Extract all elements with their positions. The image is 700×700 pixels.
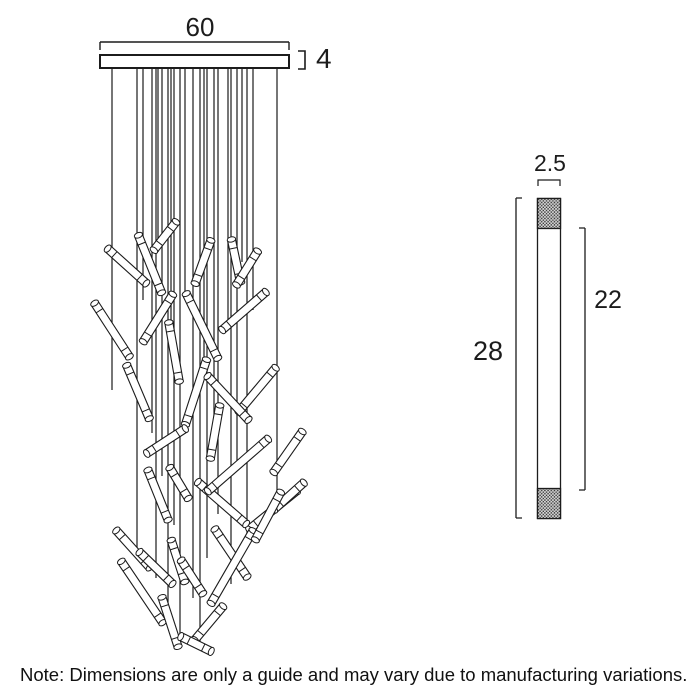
light-tube xyxy=(190,601,228,644)
tube-detail-view xyxy=(473,150,622,519)
canopy-width-label: 60 xyxy=(185,12,215,42)
detail-tube-body xyxy=(538,199,561,519)
ceiling-canopy xyxy=(100,55,289,68)
light-tube xyxy=(206,402,225,462)
light-tube xyxy=(142,423,190,458)
light-tubes xyxy=(90,217,309,656)
canopy-thickness-bracket xyxy=(298,51,305,69)
light-tube xyxy=(165,463,194,503)
rod-glass-label: 22 xyxy=(594,286,622,314)
light-tube xyxy=(190,236,216,287)
light-tube xyxy=(269,427,308,477)
light-tube xyxy=(217,287,270,335)
light-tube xyxy=(250,488,285,544)
rod-glass-dimension-line xyxy=(579,228,585,490)
detail-tube-bottom-cap xyxy=(538,489,561,519)
canopy-thickness-dimension xyxy=(298,43,332,74)
detail-tube-top-cap xyxy=(538,199,561,229)
canopy-width-dimension xyxy=(100,12,289,50)
rod-diameter-bracket xyxy=(538,180,560,186)
rod-overall-dimension-line xyxy=(516,198,522,518)
canopy-width-dimension-line xyxy=(100,42,289,50)
light-tube xyxy=(122,361,155,423)
light-tube xyxy=(206,526,258,608)
rod-diameter-label: 2.5 xyxy=(534,150,566,176)
light-tube xyxy=(181,289,223,362)
rod-overall-label: 28 xyxy=(472,336,504,366)
note-text: Note: Dimensions are only a guide and may vary due to manufacturing variations. xyxy=(20,664,688,685)
light-tube xyxy=(164,319,184,385)
light-tube xyxy=(149,217,181,255)
canopy-thickness-label: 4 xyxy=(316,43,332,74)
